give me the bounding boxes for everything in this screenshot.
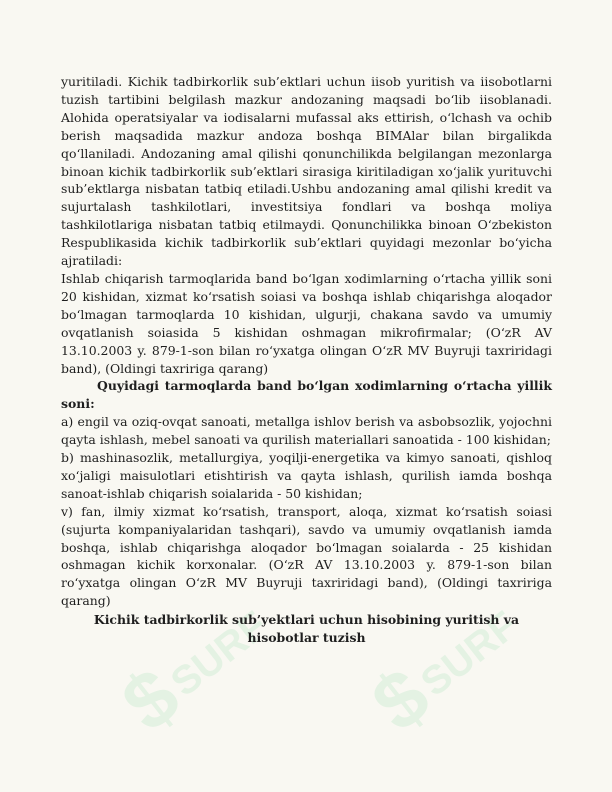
body-paragraph: Ishlab chiqarish tarmoqlarida band bo‘lgan xodimlarning o‘rtacha yillik soni 20 kishidan, xizmat ko‘rsatish soiasi va boshqa ishlab chiqarishga aloqador bo‘lmagan tarmoqlarda 10 kishidan, ulgurji, chakana savdo va umumiy ovqatlanish soiasida 5 kishidan oshmagan mikrofirmalar; (O‘zR AV 13.10.2003 y. 879-1-son bilan ro‘yxatga olingan O‘zR MV Buyruji taxriridagi band), (Oldingi taxririga qarang) [61,270,552,376]
bold-lead-paragraph: Quyidagi tarmoqlarda band bo‘lgan xodimlarning o‘rtacha yillik soni: [61,378,552,412]
list-item: a) engil va oziq-ovqat sanoati, metallga ishlov berish va asbobsozlik, yojochni qayta ishlash, mebel sanoati va qurilish materiallari sanoatida - 100 kishidan; [61,414,552,448]
svg-text:SURF: SURF [412,603,526,706]
svg-text:SURF: SURF [162,603,276,706]
svg-text:$: $ [355,650,446,749]
section-heading: Kichik tadbirkorlik sub’yektlari uchun hisobining yuritish va hisobotlar tuzish [93,612,520,646]
body-paragraph: yuritiladi. Kichik tadbirkorlik sub’ektlari uchun iisob yuritish va iisobotlarni tuzish tartibini belgilash mazkur andozaning maqsadi bo‘lib iisoblanadi. Alohida operatsiyalar va iodisalarni mufassal aks ettirish, o‘lchash va ochib berish maqsadida mazkur andoza boshqa BIMAlar bilan birgalikda qo‘llaniladi. Andozaning amal qilishi qonunchilikda belgilangan mezonlarga binoan kichik tadbirkorlik sub’ektlari sirasiga kiritiladigan xo‘jalik yurituvchi sub’ektlarga nisbatan tatbiq etiladi.Ushbu andozaning amal qilishi kredit va sujurtalash tashkilotlari, investitsiya fondlari va boshqa moliya tashkilotlariga nisbatan tatbiq etilmaydi. Qonunchilikka binoan O‘zbekiston Respublikasida kichik tadbirkorlik sub’ektlari quyidagi mezonlar bo‘yicha ajratiladi: [61,74,552,269]
document-page [61,73,552,647]
list-item: v) fan, ilmiy xizmat ko‘rsatish, transport, aloqa, xizmat ko‘rsatish soiasi (sujurta kompaniyalaridan tashqari), savdo va umumiy ovqatlanish iamda boshqa, ishlab chiqarishga aloqador bo‘lmagan soialarda - 25 kishidan oshmagan kichik korxonalar. (O‘zR AV 13.10.2003 y. 879-1-son bilan ro‘yxatga olingan O‘zR MV Buyruji taxriridagi band), (Oldingi taxririga qarang) [61,503,552,609]
list-item: b) mashinasozlik, metallurgiya, yoqilji-energetika va kimyo sanoati, qishloq xo‘jaligi maisulotlari etishtirish va qayta ishlash, qurilish iamda boshqa sanoat-ishlab chiqarish soialarida - 50 kishidan; [61,450,552,501]
svg-text:$: $ [105,650,196,749]
